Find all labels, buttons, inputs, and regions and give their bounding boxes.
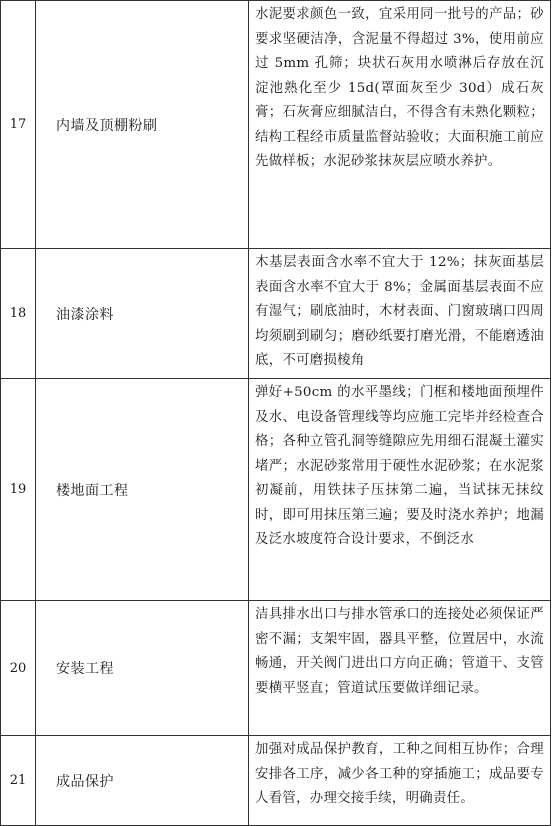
table-row [1,249,551,379]
work-item: 安装工程 [36,601,249,736]
work-item: 楼地面工程 [36,379,249,601]
table-row [1,1,551,249]
table-row [1,379,551,601]
requirement-text: 弹好+50cm 的水平墨线；门框和楼地面预埋件及水、电设备管理线等均应施工完毕并经检查合格；各种立管孔洞等缝隙应先用细石混凝土灌实堵严；水泥砂浆常用于硬性水泥砂浆；在水泥浆初凝前，用铁抹子压抹第二遍，当试抹无抹纹时，即可用抹压第三遍；要及时浇水养护；地漏及泛水坡度符合设计要求，不倒泛水 [249,379,551,601]
row-number: 20 [1,601,36,736]
table-row [1,601,551,736]
requirement-text: 水泥要求颜色一致，宜采用同一批号的产品；砂要求坚硬洁净，含泥量不得超过 3%，使用前应过 5mm 孔筛；块状石灰用水喷淋后存放在沉淀池熟化至少 15d(罩面灰至少 30d）成石灰膏；石灰膏应细腻洁白，不得含有未熟化颗粒；结构工程经市质量监督站验收；大面积施工前应先做样板；水泥砂浆抹灰层应喷水养护。 [249,1,551,249]
requirement-text: 加强对成品保护教育，工种之间相互协作；合理安排各工序，减少各工种的穿插施工；成品要专人看管，办理交接手续，明确责任。 [249,736,551,826]
requirement-text: 木基层表面含水率不宜大于 12%；抹灰面基层表面含水率不宜大于 8%；金属面基层表面不应有湿气；刷底油时，木材表面、门窗玻璃口四周均须刷到刷匀；磨砂纸要打磨光滑，不能磨透油底，不可磨损棱角 [249,249,551,379]
row-number: 17 [1,1,36,249]
requirement-text: 洁具排水出口与排水管承口的连接处必须保证严密不漏；支架牢固，器具平整，位置居中，水流畅通，开关阀门进出口方向正确；管道干、支管要横平竖直；管道试压要做详细记录。 [249,601,551,736]
work-item: 内墙及顶棚粉刷 [36,1,249,249]
table-row [1,736,551,826]
row-number: 19 [1,379,36,601]
row-number: 18 [1,249,36,379]
work-item: 油漆涂料 [36,249,249,379]
work-item: 成品保护 [36,736,249,826]
row-number: 21 [1,736,36,826]
